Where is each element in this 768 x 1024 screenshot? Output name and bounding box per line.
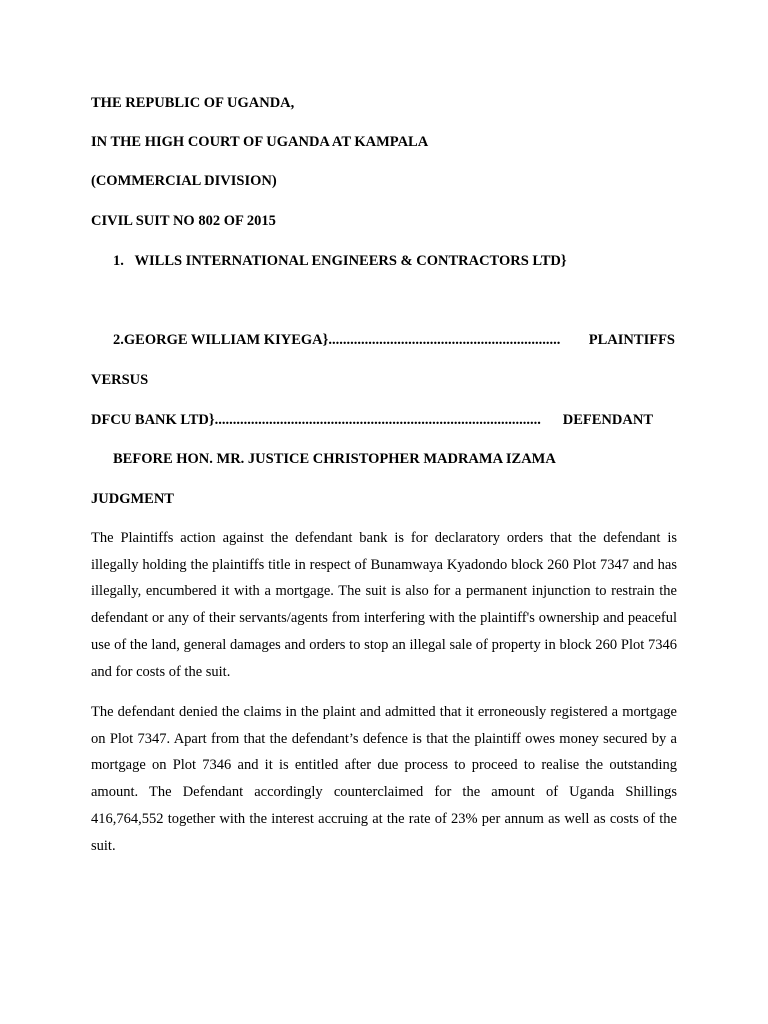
paragraph-one: The Plaintiffs action against the defendant bank is for declaratory orders that the defendant is illegally holding the plaintiffs title in respect of Bunamwaya Kyadondo block 260 Plot 7347 and has illegally, encumbered it with a mortgage. The suit is also for a permanent injunction to restrain the defendant or any of their servants/agents from interfering with the plaintiff's ownership and peaceful use of the land, general damages and orders to stop an illegal sale of property in block 260 Plot 7346 and for costs of the suit. — [91, 530, 677, 680]
defendant-label: DEFENDANT — [562, 412, 653, 428]
division-heading: (COMMERCIAL DIVISION) — [91, 173, 277, 189]
judgment-title: JUDGMENT — [91, 491, 174, 507]
plaintiff-leader-dots: ................................................................ — [328, 332, 561, 348]
plaintiff-two-line — [113, 331, 675, 349]
plaintiff-one-number: 1. — [113, 253, 124, 269]
paragraph-two: The defendant denied the claims in the plaint and admitted that it erroneously registered a mortgage on Plot 7347. Apart from that the defendant’s defence is that the plaintiff owes money secured by a mortgage on Plot 7346 and it is entitled after due process to proceed to realise the outstanding amount. The Defendant accordingly counterclaimed for the amount of Uganda Shillings 416,764,552 together with the interest accruing at the rate of 23% per annum as well as costs of the suit. — [91, 704, 677, 854]
versus-label: VERSUS — [91, 372, 149, 388]
defendant-leader-dots: .......................................................................................... — [214, 412, 541, 428]
plaintiff-one-name: WILLS INTERNATIONAL ENGINEERS & CONTRACTORS LTD} — [134, 253, 567, 269]
defendant-name: DFCU BANK LTD} — [91, 412, 215, 428]
plaintiffs-label: PLAINTIFFS — [588, 332, 675, 348]
republic-heading: THE REPUBLIC OF UGANDA, — [91, 95, 295, 111]
suit-number: CIVIL SUIT NO 802 OF 2015 — [91, 213, 276, 229]
plaintiff-one-line — [113, 252, 567, 270]
before-judge: BEFORE HON. MR. JUSTICE CHRISTOPHER MADRAMA IZAMA — [113, 451, 556, 467]
defendant-line — [91, 411, 653, 429]
plaintiff-two-name: 2.GEORGE WILLIAM KIYEGA} — [113, 332, 329, 348]
court-heading: IN THE HIGH COURT OF UGANDA AT KAMPALA — [91, 134, 429, 150]
